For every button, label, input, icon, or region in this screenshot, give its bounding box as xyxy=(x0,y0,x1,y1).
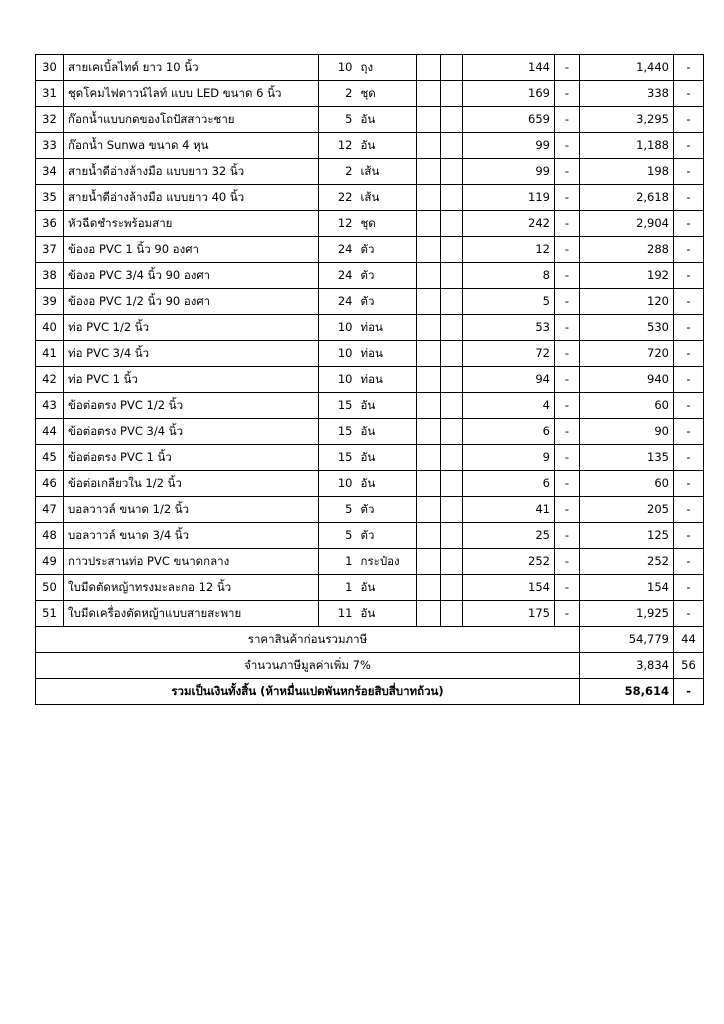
table-row xyxy=(36,133,704,159)
item-unit-price: 6 xyxy=(463,419,555,445)
item-amount-satang: - xyxy=(674,367,704,393)
item-quantity: 10 xyxy=(319,471,357,497)
vat-satang: 56 xyxy=(674,653,704,679)
item-unit-price: 9 xyxy=(463,445,555,471)
blank-cell xyxy=(441,263,463,289)
table-row xyxy=(36,341,704,367)
item-quantity: 2 xyxy=(319,159,357,185)
item-amount-satang: - xyxy=(674,497,704,523)
item-unit-price-satang: - xyxy=(555,289,580,315)
blank-cell xyxy=(417,237,441,263)
item-quantity: 10 xyxy=(319,367,357,393)
item-name: ข้องอ PVC 3/4 นิ้ว 90 องศา xyxy=(64,263,319,289)
item-unit-price-satang: - xyxy=(555,575,580,601)
item-unit-price: 72 xyxy=(463,341,555,367)
item-amount: 205 xyxy=(580,497,674,523)
item-unit-price: 99 xyxy=(463,159,555,185)
item-unit-price: 99 xyxy=(463,133,555,159)
item-name: หัวฉีดชำระพร้อมสาย xyxy=(64,211,319,237)
item-amount: 530 xyxy=(580,315,674,341)
blank-cell xyxy=(441,211,463,237)
item-unit-price: 169 xyxy=(463,81,555,107)
item-quantity: 15 xyxy=(319,393,357,419)
item-name: บอลวาวล์ ขนาด 1/2 นิ้ว xyxy=(64,497,319,523)
item-unit-price-satang: - xyxy=(555,159,580,185)
item-unit-price-satang: - xyxy=(555,367,580,393)
item-amount-satang: - xyxy=(674,211,704,237)
item-unit-price-satang: - xyxy=(555,315,580,341)
item-quantity: 5 xyxy=(319,107,357,133)
blank-cell xyxy=(417,601,441,627)
blank-cell xyxy=(441,601,463,627)
item-number: 49 xyxy=(36,549,64,575)
item-unit-price: 5 xyxy=(463,289,555,315)
item-number: 45 xyxy=(36,445,64,471)
item-unit-price-satang: - xyxy=(555,133,580,159)
item-unit-price-satang: - xyxy=(555,393,580,419)
item-number: 37 xyxy=(36,237,64,263)
item-unit: อัน xyxy=(357,445,417,471)
blank-cell xyxy=(417,341,441,367)
item-name: ท่อ PVC 1 นิ้ว xyxy=(64,367,319,393)
item-amount-satang: - xyxy=(674,341,704,367)
item-number: 48 xyxy=(36,523,64,549)
blank-cell xyxy=(441,393,463,419)
item-unit-price: 4 xyxy=(463,393,555,419)
item-unit-price: 659 xyxy=(463,107,555,133)
item-number: 43 xyxy=(36,393,64,419)
blank-cell xyxy=(441,81,463,107)
blank-cell xyxy=(417,211,441,237)
table-body xyxy=(36,55,704,627)
item-amount-satang: - xyxy=(674,185,704,211)
table-row xyxy=(36,107,704,133)
item-unit-price-satang: - xyxy=(555,107,580,133)
item-number: 50 xyxy=(36,575,64,601)
item-amount-satang: - xyxy=(674,107,704,133)
item-quantity: 24 xyxy=(319,237,357,263)
item-amount: 125 xyxy=(580,523,674,549)
blank-cell xyxy=(417,133,441,159)
blank-cell xyxy=(441,107,463,133)
item-name: ข้อต่อตรง PVC 3/4 นิ้ว xyxy=(64,419,319,445)
item-amount-satang: - xyxy=(674,601,704,627)
item-quantity: 1 xyxy=(319,575,357,601)
table-row xyxy=(36,393,704,419)
blank-cell xyxy=(417,159,441,185)
blank-cell xyxy=(417,107,441,133)
item-number: 31 xyxy=(36,81,64,107)
item-amount: 60 xyxy=(580,471,674,497)
blank-cell xyxy=(441,133,463,159)
table-row xyxy=(36,367,704,393)
item-name: ข้อต่อเกลียวใน 1/2 นิ้ว xyxy=(64,471,319,497)
item-name: ชุดโคมไฟดาวน์ไลท์ แบบ LED ขนาด 6 นิ้ว xyxy=(64,81,319,107)
item-number: 35 xyxy=(36,185,64,211)
item-amount: 2,618 xyxy=(580,185,674,211)
item-unit: กระป๋อง xyxy=(357,549,417,575)
item-unit: อัน xyxy=(357,419,417,445)
item-unit: อัน xyxy=(357,471,417,497)
table-row xyxy=(36,289,704,315)
item-name: ข้องอ PVC 1 นิ้ว 90 องศา xyxy=(64,237,319,263)
blank-cell xyxy=(417,549,441,575)
item-number: 44 xyxy=(36,419,64,445)
item-unit-price: 94 xyxy=(463,367,555,393)
blank-cell xyxy=(417,445,441,471)
table-row xyxy=(36,549,704,575)
item-number: 40 xyxy=(36,315,64,341)
blank-cell xyxy=(441,497,463,523)
item-unit-price-satang: - xyxy=(555,549,580,575)
item-amount: 338 xyxy=(580,81,674,107)
item-unit-price-satang: - xyxy=(555,497,580,523)
blank-cell xyxy=(417,367,441,393)
blank-cell xyxy=(417,263,441,289)
blank-cell xyxy=(417,575,441,601)
item-name: ก๊อกน้ำแบบกดของโถปัสสาวะชาย xyxy=(64,107,319,133)
item-unit-price-satang: - xyxy=(555,237,580,263)
vat-amount: 3,834 xyxy=(580,653,674,679)
item-amount: 1,440 xyxy=(580,55,674,81)
item-amount-satang: - xyxy=(674,471,704,497)
item-quantity: 24 xyxy=(319,263,357,289)
item-number: 36 xyxy=(36,211,64,237)
item-unit: ชุด xyxy=(357,81,417,107)
item-name: ท่อ PVC 3/4 นิ้ว xyxy=(64,341,319,367)
item-unit-price: 242 xyxy=(463,211,555,237)
item-amount: 2,904 xyxy=(580,211,674,237)
item-number: 47 xyxy=(36,497,64,523)
item-amount: 252 xyxy=(580,549,674,575)
item-unit-price-satang: - xyxy=(555,341,580,367)
item-unit-price-satang: - xyxy=(555,185,580,211)
item-name: ข้อต่อตรง PVC 1 นิ้ว xyxy=(64,445,319,471)
item-name: ข้อต่อตรง PVC 1/2 นิ้ว xyxy=(64,393,319,419)
item-unit: ท่อน xyxy=(357,341,417,367)
item-unit-price: 25 xyxy=(463,523,555,549)
item-amount-satang: - xyxy=(674,55,704,81)
table-row xyxy=(36,237,704,263)
item-unit: อัน xyxy=(357,575,417,601)
item-amount-satang: - xyxy=(674,549,704,575)
item-unit: ท่อน xyxy=(357,315,417,341)
item-amount: 60 xyxy=(580,393,674,419)
item-unit: อัน xyxy=(357,601,417,627)
table-row xyxy=(36,315,704,341)
item-name: บอลวาวล์ ขนาด 3/4 นิ้ว xyxy=(64,523,319,549)
blank-cell xyxy=(417,523,441,549)
blank-cell xyxy=(441,367,463,393)
blank-cell xyxy=(417,497,441,523)
blank-cell xyxy=(441,341,463,367)
blank-cell xyxy=(417,81,441,107)
item-number: 42 xyxy=(36,367,64,393)
item-quantity: 24 xyxy=(319,289,357,315)
table-row xyxy=(36,523,704,549)
item-quantity: 5 xyxy=(319,497,357,523)
item-unit: เส้น xyxy=(357,159,417,185)
item-unit-price: 175 xyxy=(463,601,555,627)
blank-cell xyxy=(441,237,463,263)
table-row xyxy=(36,185,704,211)
item-quantity: 12 xyxy=(319,133,357,159)
table-row xyxy=(36,211,704,237)
subtotal-label: ราคาสินค้าก่อนรวมภาษี xyxy=(36,627,580,653)
item-amount: 3,295 xyxy=(580,107,674,133)
item-amount-satang: - xyxy=(674,263,704,289)
blank-cell xyxy=(417,471,441,497)
item-unit: อัน xyxy=(357,133,417,159)
price-table xyxy=(35,54,704,705)
item-amount: 1,925 xyxy=(580,601,674,627)
item-amount: 198 xyxy=(580,159,674,185)
grand-total-label: รวมเป็นเงินทั้งสิ้น (ห้าหมื่นแปดพันหกร้อยสิบสี่บาทถ้วน) xyxy=(36,679,580,705)
blank-cell xyxy=(441,445,463,471)
item-unit-price-satang: - xyxy=(555,471,580,497)
item-name: ข้องอ PVC 1/2 นิ้ว 90 องศา xyxy=(64,289,319,315)
item-unit: ชุด xyxy=(357,211,417,237)
item-unit-price-satang: - xyxy=(555,211,580,237)
item-unit-price-satang: - xyxy=(555,445,580,471)
item-unit-price-satang: - xyxy=(555,55,580,81)
blank-cell xyxy=(441,55,463,81)
blank-cell xyxy=(417,185,441,211)
blank-cell xyxy=(417,393,441,419)
item-quantity: 22 xyxy=(319,185,357,211)
item-unit: ถุง xyxy=(357,55,417,81)
item-quantity: 15 xyxy=(319,419,357,445)
blank-cell xyxy=(441,315,463,341)
item-number: 32 xyxy=(36,107,64,133)
item-amount-satang: - xyxy=(674,419,704,445)
summary-section xyxy=(36,627,704,705)
item-name: สายน้ำดีอ่างล้างมือ แบบยาว 32 นิ้ว xyxy=(64,159,319,185)
blank-cell xyxy=(417,315,441,341)
table-row xyxy=(36,419,704,445)
item-name: สายน้ำดีอ่างล้างมือ แบบยาว 40 นิ้ว xyxy=(64,185,319,211)
item-amount: 192 xyxy=(580,263,674,289)
item-unit: ตัว xyxy=(357,497,417,523)
subtotal-satang: 44 xyxy=(674,627,704,653)
blank-cell xyxy=(417,289,441,315)
blank-cell xyxy=(441,289,463,315)
blank-cell xyxy=(441,549,463,575)
blank-cell xyxy=(441,575,463,601)
item-number: 30 xyxy=(36,55,64,81)
table-row xyxy=(36,263,704,289)
item-amount-satang: - xyxy=(674,575,704,601)
item-unit-price-satang: - xyxy=(555,601,580,627)
item-number: 51 xyxy=(36,601,64,627)
item-name: ใบมีดเครื่องตัดหญ้าแบบสายสะพาย xyxy=(64,601,319,627)
item-unit-price-satang: - xyxy=(555,523,580,549)
item-name: สายเคเบิ้ลไทด์ ยาว 10 นิ้ว xyxy=(64,55,319,81)
item-amount: 720 xyxy=(580,341,674,367)
table-row xyxy=(36,497,704,523)
table-row xyxy=(36,575,704,601)
item-unit: ตัว xyxy=(357,263,417,289)
item-number: 41 xyxy=(36,341,64,367)
item-amount-satang: - xyxy=(674,133,704,159)
blank-cell xyxy=(441,419,463,445)
item-amount: 288 xyxy=(580,237,674,263)
item-quantity: 5 xyxy=(319,523,357,549)
subtotal-amount: 54,779 xyxy=(580,627,674,653)
item-number: 33 xyxy=(36,133,64,159)
item-quantity: 15 xyxy=(319,445,357,471)
item-unit: ตัว xyxy=(357,289,417,315)
item-unit-price-satang: - xyxy=(555,419,580,445)
item-amount: 1,188 xyxy=(580,133,674,159)
item-unit-price: 119 xyxy=(463,185,555,211)
item-amount-satang: - xyxy=(674,445,704,471)
item-unit: ตัว xyxy=(357,237,417,263)
item-amount-satang: - xyxy=(674,81,704,107)
item-unit-price: 53 xyxy=(463,315,555,341)
grand-total-amount: 58,614 xyxy=(580,679,674,705)
blank-cell xyxy=(417,55,441,81)
item-name: ใบมีดตัดหญ้าทรงมะละกอ 12 นิ้ว xyxy=(64,575,319,601)
item-amount-satang: - xyxy=(674,237,704,263)
item-unit: ตัว xyxy=(357,523,417,549)
blank-cell xyxy=(441,471,463,497)
item-quantity: 12 xyxy=(319,211,357,237)
vat-label: จำนวนภาษีมูลค่าเพิ่ม 7% xyxy=(36,653,580,679)
blank-cell xyxy=(441,159,463,185)
item-unit-price: 252 xyxy=(463,549,555,575)
item-quantity: 2 xyxy=(319,81,357,107)
item-number: 46 xyxy=(36,471,64,497)
blank-cell xyxy=(417,419,441,445)
item-amount-satang: - xyxy=(674,523,704,549)
table-row xyxy=(36,55,704,81)
item-number: 38 xyxy=(36,263,64,289)
vat-row xyxy=(36,653,704,679)
blank-cell xyxy=(441,185,463,211)
item-unit-price-satang: - xyxy=(555,263,580,289)
item-unit-price: 144 xyxy=(463,55,555,81)
grand-total-row xyxy=(36,679,704,705)
table-row xyxy=(36,445,704,471)
item-quantity: 10 xyxy=(319,315,357,341)
item-amount-satang: - xyxy=(674,159,704,185)
item-amount: 90 xyxy=(580,419,674,445)
item-unit-price: 12 xyxy=(463,237,555,263)
item-unit-price: 6 xyxy=(463,471,555,497)
item-name: กาวประสานท่อ PVC ขนาดกลาง xyxy=(64,549,319,575)
blank-cell xyxy=(441,523,463,549)
item-unit-price: 41 xyxy=(463,497,555,523)
item-amount-satang: - xyxy=(674,315,704,341)
item-quantity: 10 xyxy=(319,55,357,81)
item-unit: อัน xyxy=(357,107,417,133)
item-unit: อัน xyxy=(357,393,417,419)
item-unit: ท่อน xyxy=(357,367,417,393)
item-amount: 135 xyxy=(580,445,674,471)
item-name: ก๊อกน้ำ Sunwa ขนาด 4 หุน xyxy=(64,133,319,159)
item-quantity: 10 xyxy=(319,341,357,367)
item-quantity: 11 xyxy=(319,601,357,627)
item-unit-price: 154 xyxy=(463,575,555,601)
item-number: 39 xyxy=(36,289,64,315)
table-row xyxy=(36,601,704,627)
subtotal-row xyxy=(36,627,704,653)
item-name: ท่อ PVC 1/2 นิ้ว xyxy=(64,315,319,341)
item-number: 34 xyxy=(36,159,64,185)
table-row xyxy=(36,81,704,107)
item-amount-satang: - xyxy=(674,289,704,315)
item-unit-price-satang: - xyxy=(555,81,580,107)
item-unit-price: 8 xyxy=(463,263,555,289)
item-amount: 940 xyxy=(580,367,674,393)
table-row xyxy=(36,471,704,497)
item-amount-satang: - xyxy=(674,393,704,419)
item-unit: เส้น xyxy=(357,185,417,211)
item-amount: 120 xyxy=(580,289,674,315)
grand-total-satang: - xyxy=(674,679,704,705)
item-amount: 154 xyxy=(580,575,674,601)
item-quantity: 1 xyxy=(319,549,357,575)
table-row xyxy=(36,159,704,185)
